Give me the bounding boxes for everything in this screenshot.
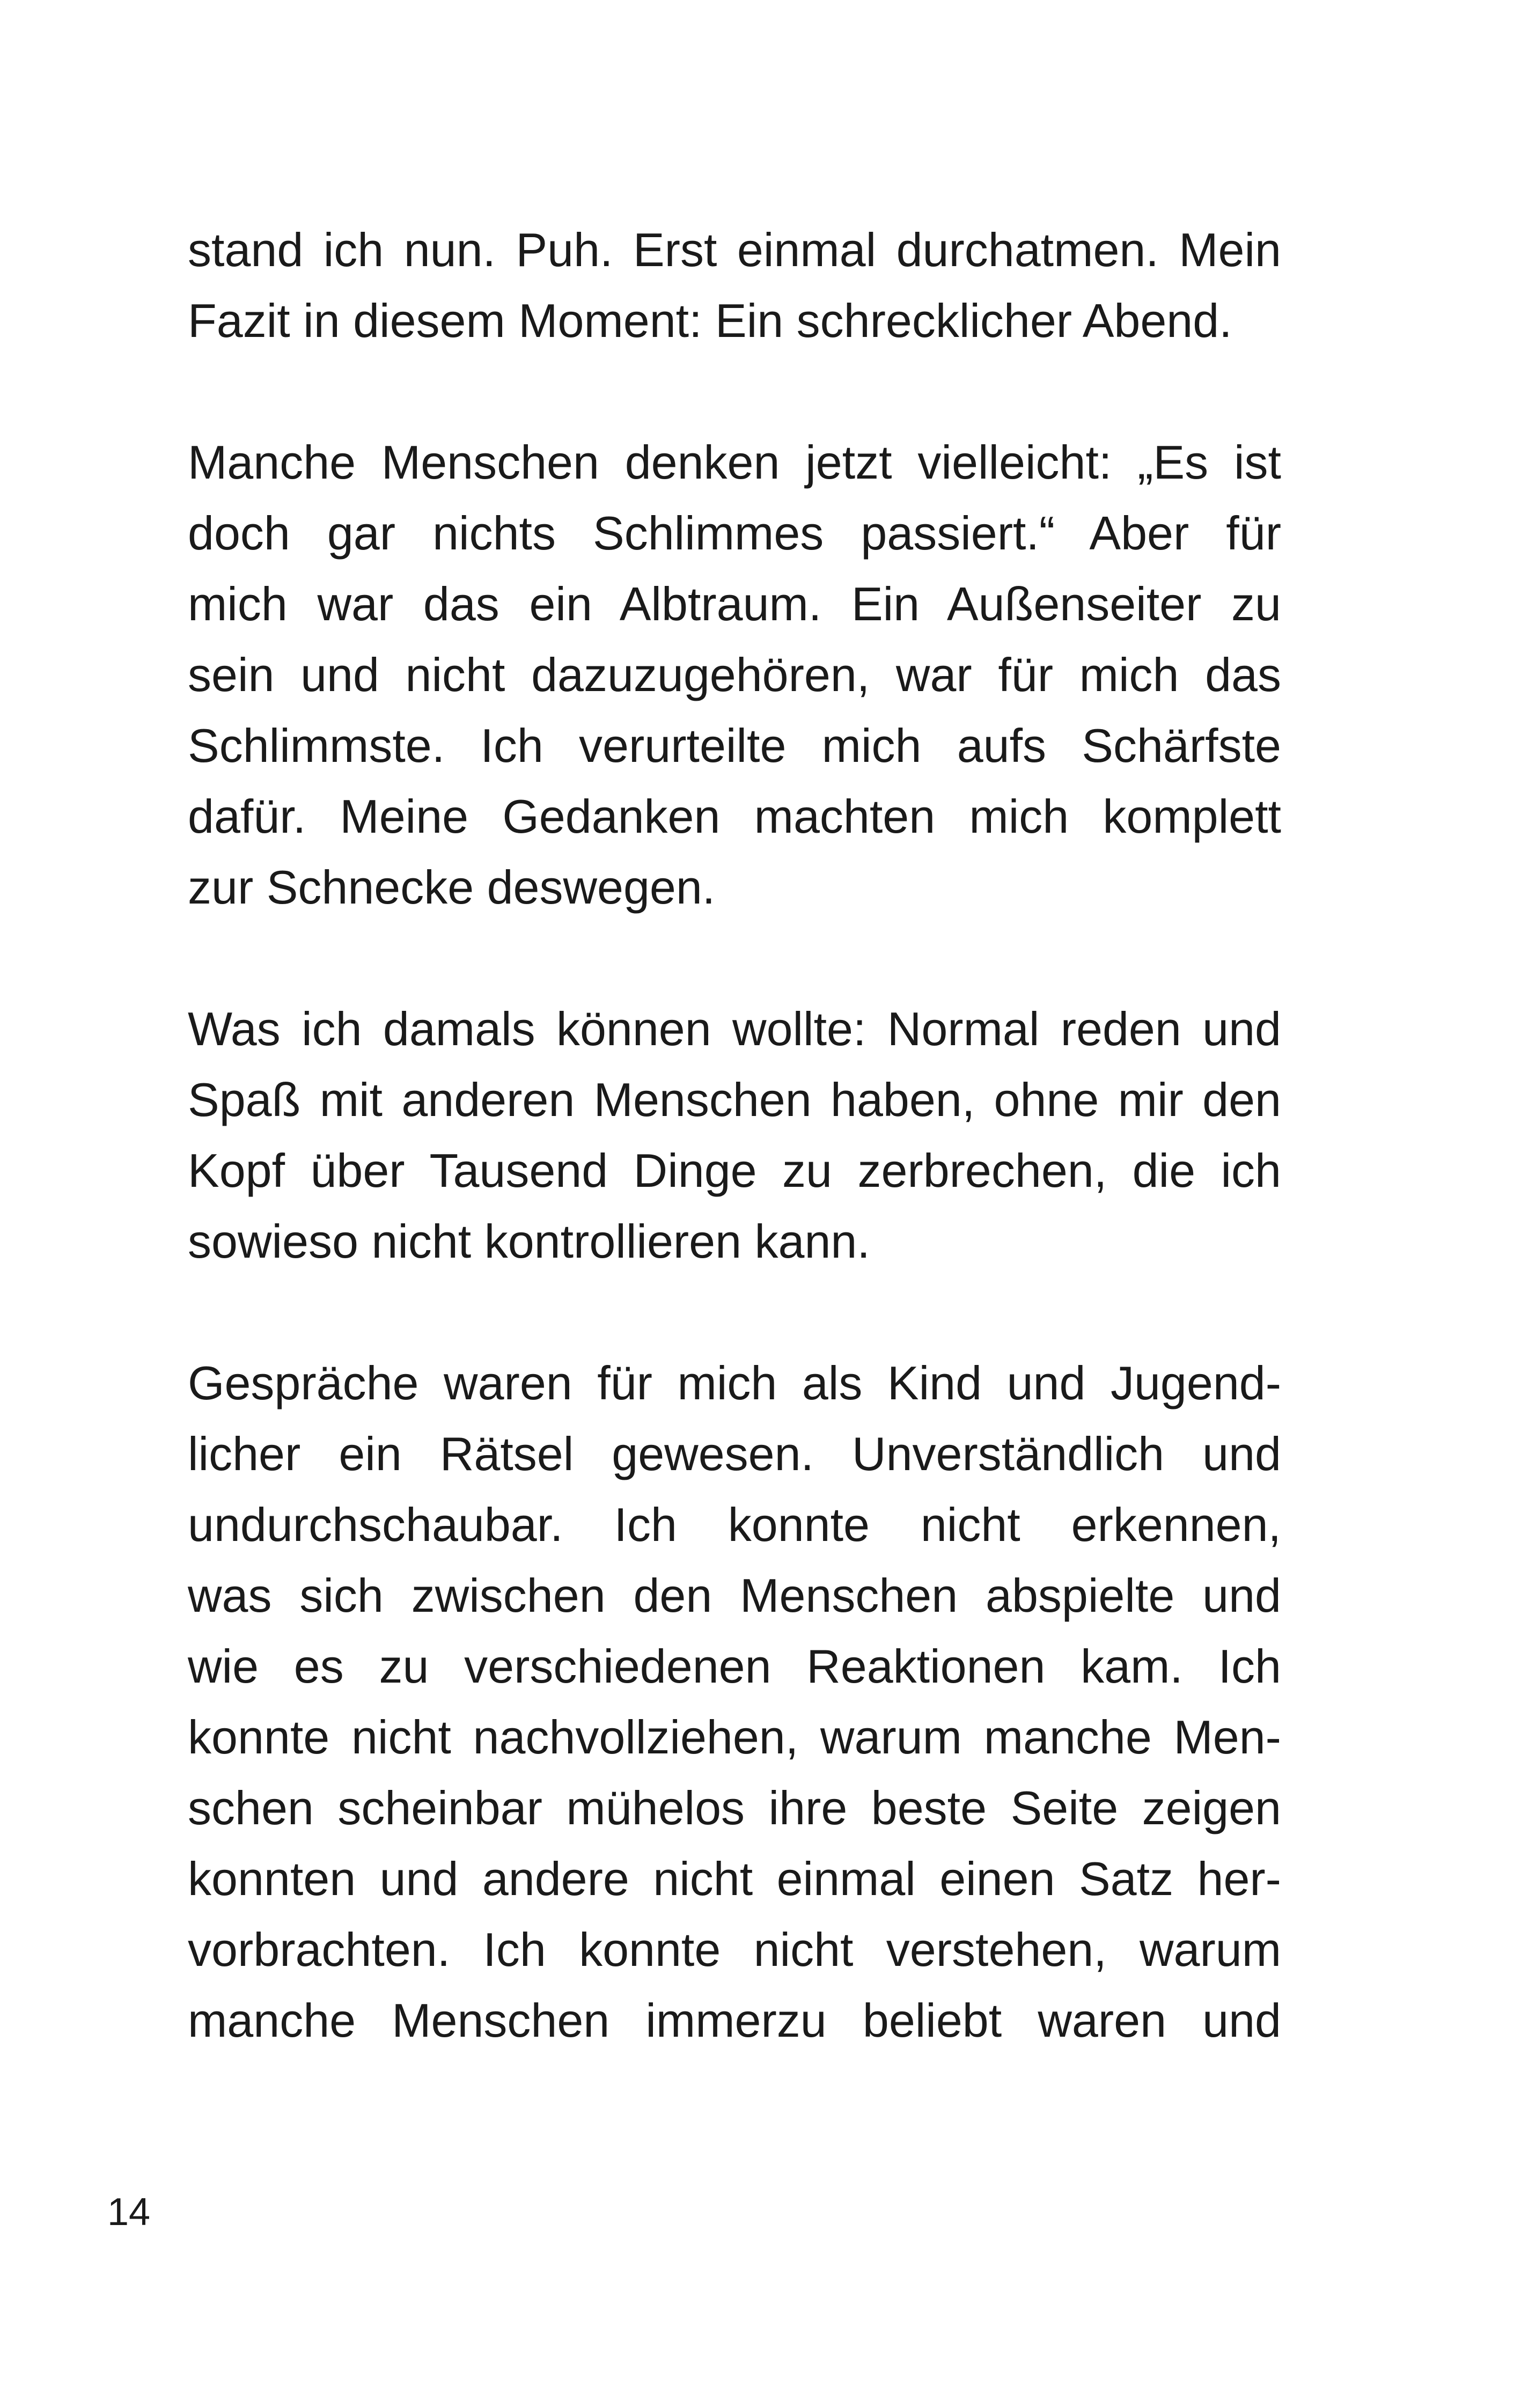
text-line: schen scheinbar mühelos ihre beste Seite zeigen [188, 1781, 1281, 1834]
page-number: 14 [107, 2191, 151, 2234]
paragraph [188, 215, 1281, 356]
text-line: doch gar nichts Schlimmes passiert.“ Aber für [188, 506, 1281, 560]
text-line: zur Schnecke deswegen. [188, 861, 716, 914]
text-line: Schlimmste. Ich verurteilte mich aufs Schärfste [188, 719, 1281, 772]
text-line: Gespräche waren für mich als Kind und Jugend- [188, 1356, 1281, 1409]
text-line: vorbrachten. Ich konnte nicht verstehen, warum [188, 1923, 1281, 1976]
text-line: dafür. Meine Gedanken machten mich komplett [188, 790, 1281, 843]
text-line: manche Menschen immerzu beliebt waren und [188, 1994, 1281, 2047]
text-line: Was ich damals können wollte: Normal reden und [188, 1002, 1281, 1055]
text-line: wie es zu verschiedenen Reaktionen kam. Ich [188, 1640, 1281, 1693]
text-line: licher ein Rätsel gewesen. Unverständlich und [188, 1427, 1281, 1480]
text-line: Fazit in diesem Moment: Ein schrecklicher Abend. [188, 294, 1232, 347]
paragraph [188, 994, 1281, 1277]
paragraph [188, 427, 1281, 923]
text-line: Kopf über Tausend Dinge zu zerbrechen, die ich [188, 1144, 1281, 1197]
paragraph [188, 1348, 1281, 2056]
text-line: Spaß mit anderen Menschen haben, ohne mir den [188, 1073, 1281, 1126]
text-line: Manche Menschen denken jetzt vielleicht: „Es ist [188, 436, 1281, 489]
text-line: sowieso nicht kontrollieren kann. [188, 1215, 870, 1268]
text-line: sein und nicht dazuzugehören, war für mich das [188, 648, 1281, 701]
body-text [188, 215, 1281, 2127]
text-line: stand ich nun. Puh. Erst einmal durchatmen. Mein [188, 223, 1281, 276]
text-line: konnte nicht nachvollziehen, warum manche Men- [188, 1710, 1281, 1764]
text-line: konnten und andere nicht einmal einen Satz her- [188, 1852, 1281, 1905]
text-line: undurchschaubar. Ich konnte nicht erkennen, [188, 1498, 1281, 1551]
text-line: mich war das ein Albtraum. Ein Außenseiter zu [188, 577, 1281, 630]
text-line: was sich zwischen den Menschen abspielte und [188, 1569, 1281, 1622]
